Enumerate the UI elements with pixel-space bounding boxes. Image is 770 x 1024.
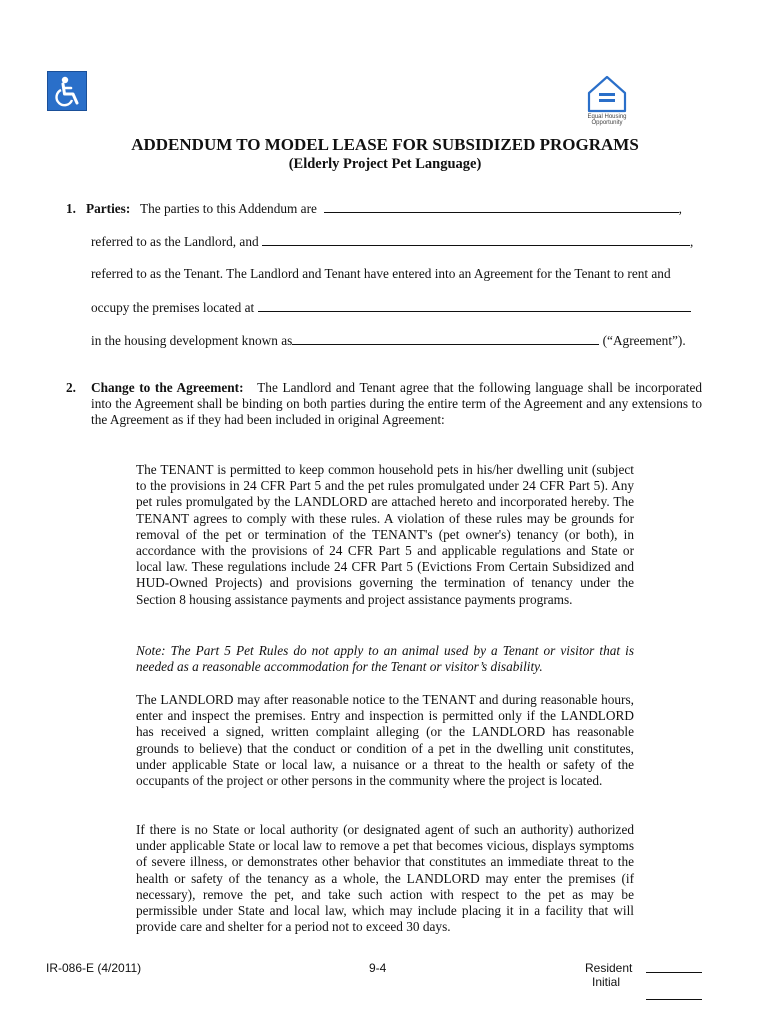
document-subtitle: (Elderly Project Pet Language) <box>288 156 482 172</box>
removal-paragraph: If there is no State or local authority (or designated agent of such an authority) authorized under applicable State or local law to remove a pet that becomes vicious, displays symptoms of severe illness, or demonstrates other behavior that constitutes an immediate threat to the health or safety of the tenancy as a whole, the LANDLORD may enter the premises (if necessary), remove the pet, and take such action with respect to the pet as may be permissible under State and local law, which may include placing it in a facility that will provide care and shelter for a period not to exceed 30 days. <box>136 822 634 935</box>
section1-line2 <box>91 233 693 250</box>
premises-address-field[interactable] <box>258 299 691 312</box>
section1-line2-text: referred to as the Landlord, and <box>91 234 259 249</box>
section1-line1 <box>66 200 682 217</box>
equal-housing-logo <box>580 73 634 129</box>
eho-text-1: Equal Housing <box>587 114 627 120</box>
comma-2: , <box>689 234 694 249</box>
development-name-field[interactable] <box>292 332 599 345</box>
section1-line3 <box>91 266 671 282</box>
pet-permission-paragraph: The TENANT is permitted to keep common household pets in his/her dwelling unit (subject to the provisions in 24 CFR Part 5 and the pet rules promulgated under 24 CFR Part 5). Any pet rules promulgated by the LANDLORD are attached hereto and incorporated hereby. The TENANT agrees to comply with these rules. A violation of these rules may be grounds for removal of the pet or termination of the TENANT's (pet owner's) tenancy (or both), in accordance with the provisions of 24 CFR Part 5 and applicable regulations and State or local law. These regulations include 24 CFR Part 5 (Evictions From Certain Subsidized and HUD-Owned Projects) and provisions governing the termination of tenancy under the Section 8 housing assistance payments and project assistance payments programs. <box>136 462 634 607</box>
section1-line5-text: in the housing development known as <box>91 333 293 348</box>
section2-heading: Change to the Agreement: <box>91 380 244 395</box>
eho-text-2: Opportunity <box>591 120 623 126</box>
section2-intro <box>91 380 702 429</box>
resident-label: Resident <box>585 961 633 975</box>
equal-housing-house-icon <box>580 73 634 115</box>
section1-heading: Parties: <box>85 201 131 216</box>
agreement-label: (“Agreement”). <box>602 333 686 348</box>
form-id: IR-086-E (4/2011) <box>46 961 142 975</box>
page-number: 9-4 <box>369 961 387 975</box>
wheelchair-icon <box>47 71 87 111</box>
document-title: ADDENDUM TO MODEL LEASE FOR SUBSIDIZED PROGRAMS <box>131 135 639 154</box>
initial-label: Initial <box>592 975 621 989</box>
resident-initial-line-2[interactable] <box>646 998 702 1000</box>
section1-line3-text: referred to as the Tenant. The Landlord and Tenant have entered into an Agreement for the Tenant to rent and <box>91 266 671 281</box>
inspection-paragraph: The LANDLORD may after reasonable notice to the TENANT and during reasonable hours, enter and inspect the premises. Entry and inspection is permitted only if the LANDLORD has received a signed, written complaint alleging (or the LANDLORD has reasonable grounds to believe) that the conduct or condition of a pet in the dwelling unit constitutes, under applicable State or local law, a nuisance or a threat to the health or safety of the occupants of the project or other persons in the community where the project is located. <box>136 692 634 789</box>
section1-line1-text: The parties to this Addendum are <box>140 201 317 216</box>
section1-line4-text: occupy the premises located at <box>91 300 255 315</box>
section2-intro-text: The Landlord and Tenant agree that the following language shall be incorporated into the Agreement shall be binding on both parties during the entire term of the Agreement and any extensions to the Agreement as if they had been included in original Agreement: <box>91 380 703 428</box>
section1-line4 <box>91 299 691 316</box>
section2-number: 2. <box>66 380 76 395</box>
resident-initial-line-1[interactable] <box>646 971 702 973</box>
landlord-name-field[interactable] <box>324 200 679 213</box>
tenant-name-field[interactable] <box>262 233 690 246</box>
comma-1: , <box>678 201 682 216</box>
section1-line5 <box>91 332 686 349</box>
section1-number: 1. <box>66 201 76 216</box>
accommodation-note: Note: The Part 5 Pet Rules do not apply to an animal used by a Tenant or visitor that is needed as a reasonable accommodation for the Tenant or visitor’s disability. <box>136 643 634 675</box>
